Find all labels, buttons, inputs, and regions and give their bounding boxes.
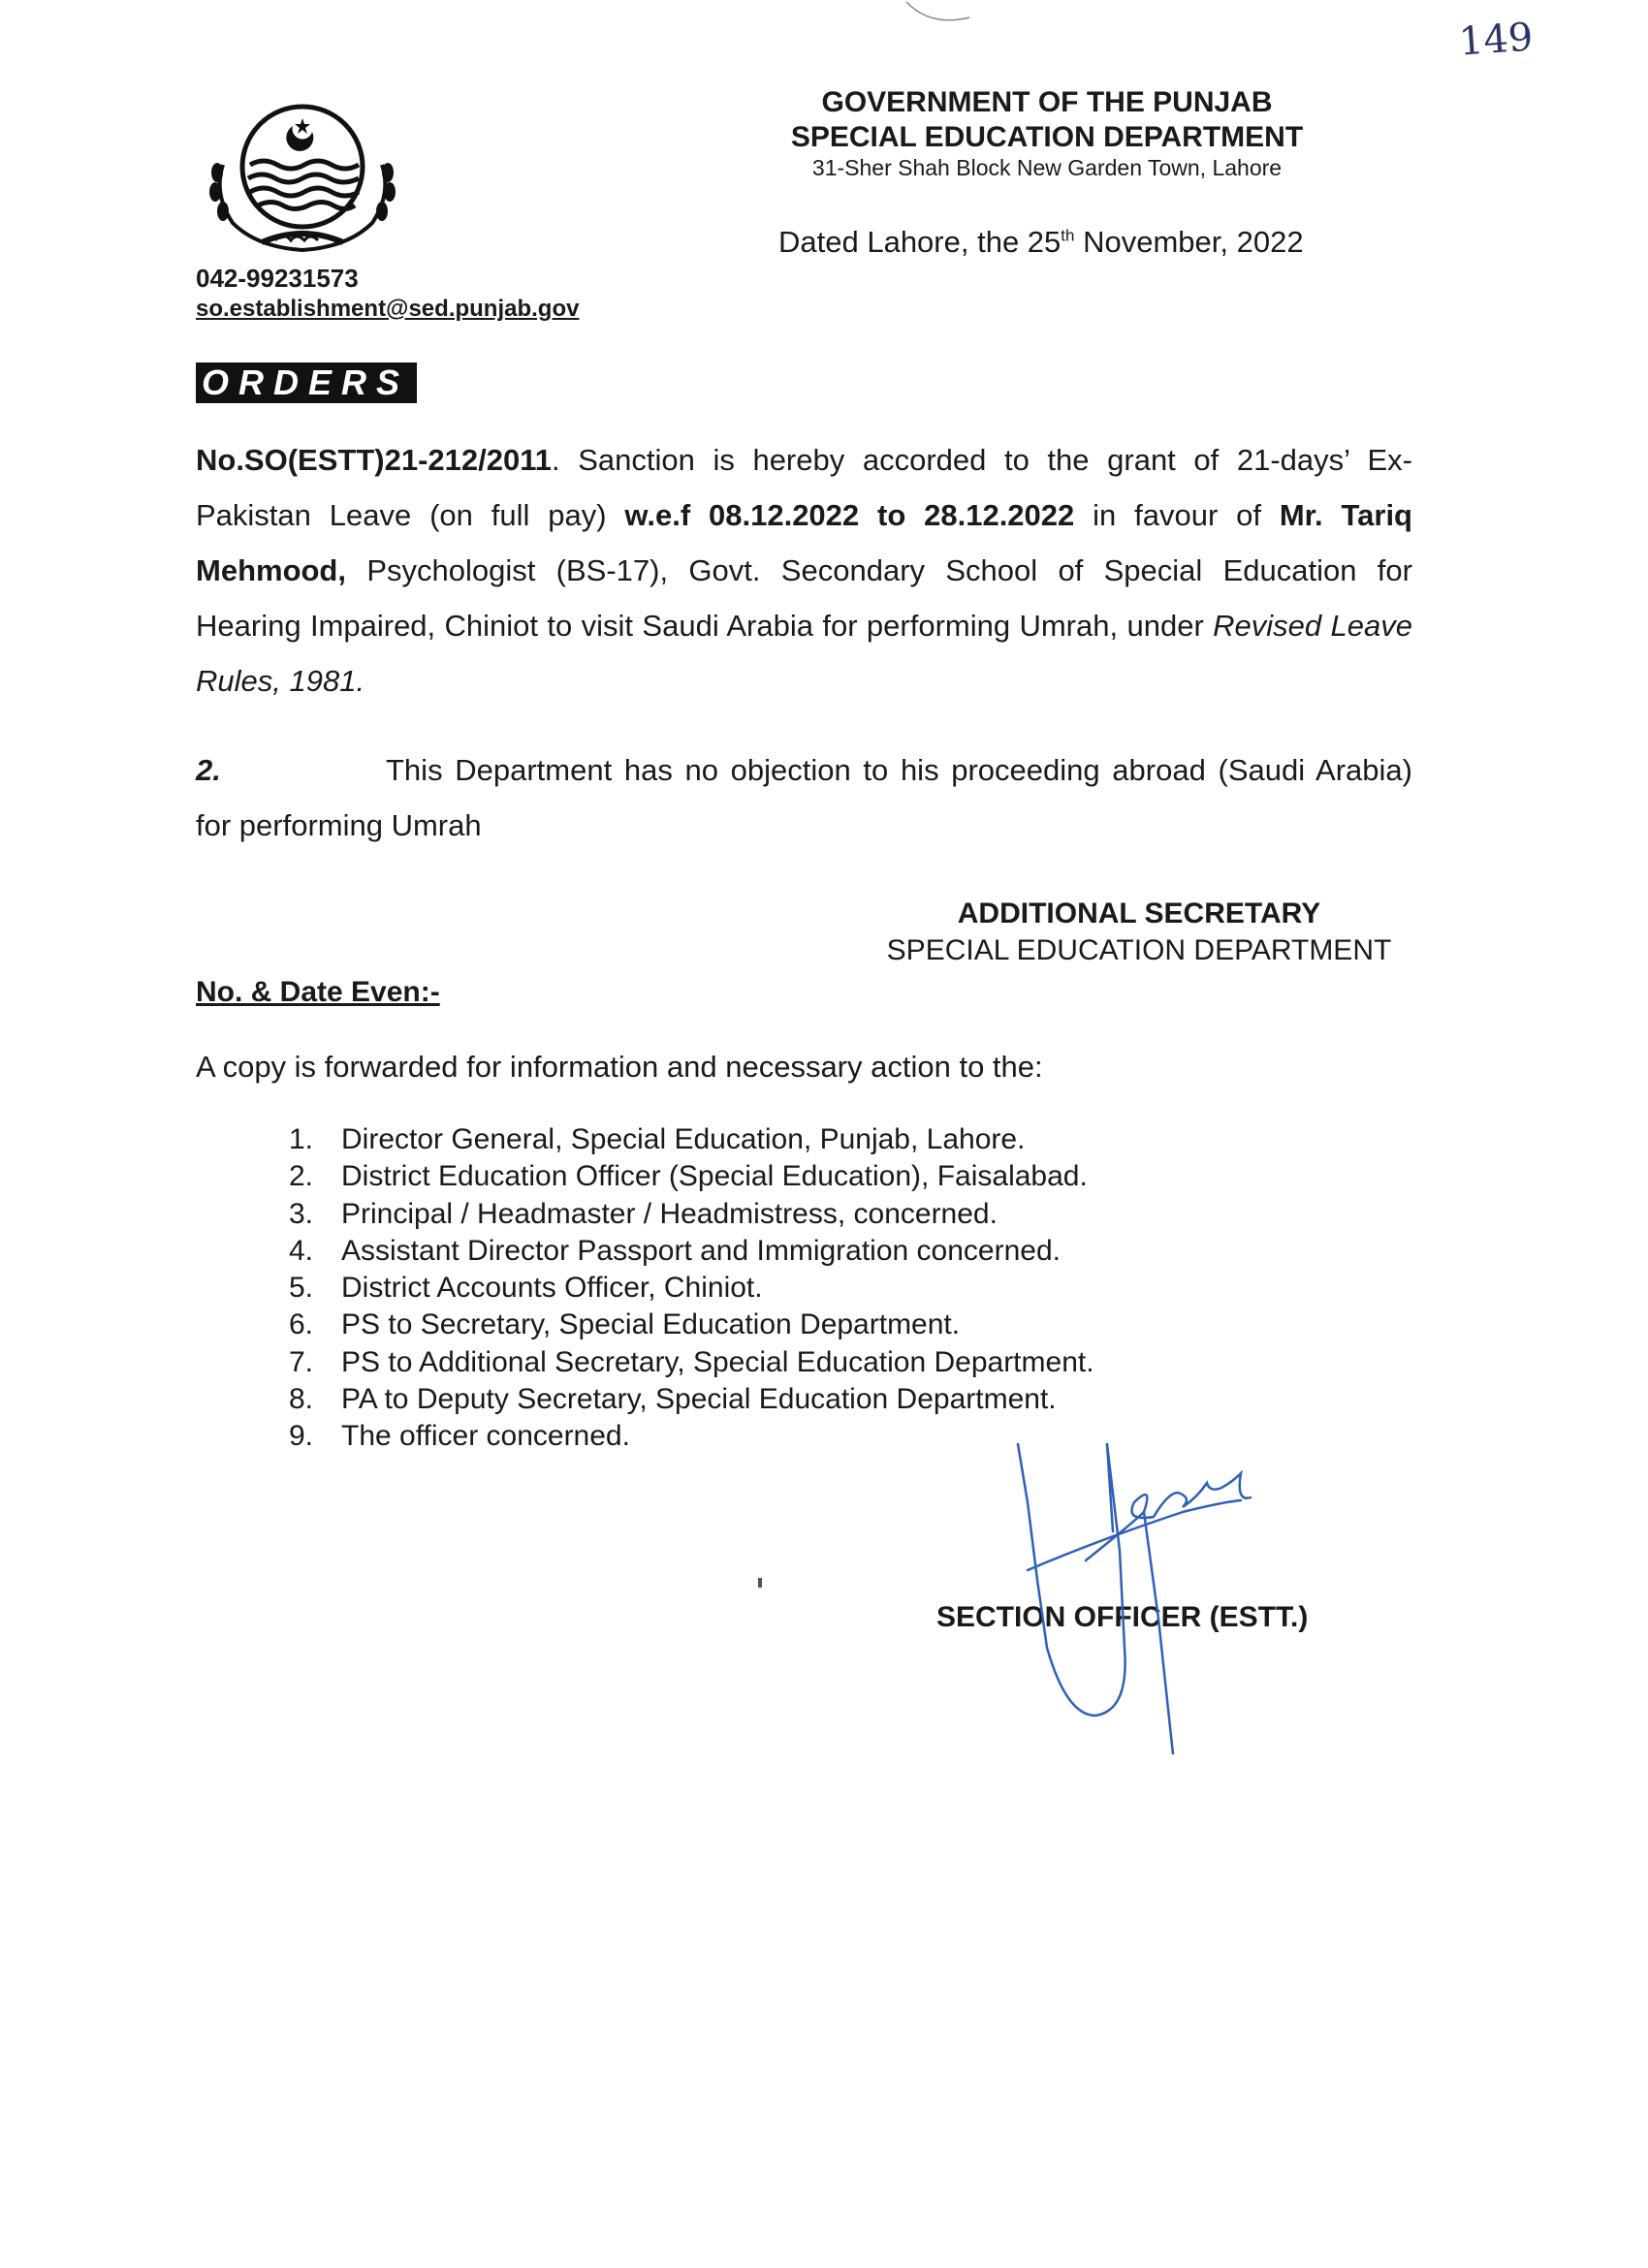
list-item-number: 6. — [289, 1308, 314, 1341]
page-number: 149 — [1457, 15, 1535, 65]
signatory-title: ADDITIONAL SECRETARY — [957, 898, 1321, 929]
section-officer-title: SECTION OFFICER (ESTT.) — [936, 1601, 1309, 1633]
additional-secretary-block — [776, 896, 1503, 969]
dated-suffix: November, 2022 — [1074, 225, 1304, 259]
signature-icon — [989, 1425, 1299, 1754]
list-item-number: 8. — [289, 1383, 314, 1416]
punjab-emblem-icon — [194, 97, 412, 262]
list-item-text: Assistant Director Passport and Immigration concerned. — [341, 1234, 1061, 1267]
list-item-text: The officer concerned. — [341, 1420, 630, 1453]
list-item-number: 5. — [289, 1272, 314, 1305]
order-text-part2: in favour of — [1074, 498, 1280, 532]
orders-heading: ORDERS — [196, 362, 417, 403]
list-item — [289, 1121, 1094, 1158]
paragraph-2-number: 2. — [196, 753, 221, 787]
email-address[interactable]: so.establishment@sed.punjab.gov — [196, 296, 580, 322]
list-item-text: Director General, Special Education, Punjab, Lahore. — [341, 1123, 1026, 1155]
copy-intro: A copy is forwarded for information and necessary action to the: — [196, 1050, 1043, 1084]
letterhead-department: SPECIAL EDUCATION DEPARTMENT — [790, 121, 1304, 153]
list-item-number: 7. — [289, 1345, 314, 1378]
dated-line — [778, 225, 1304, 260]
list-item — [289, 1381, 1094, 1418]
phone-number: 042-99231573 — [196, 264, 359, 293]
list-item-text: PS to Additional Secretary, Special Education Department. — [341, 1345, 1094, 1378]
order-paragraph — [196, 432, 1412, 709]
paragraph-2 — [196, 742, 1412, 853]
dated-prefix: Dated Lahore, the 25 — [778, 225, 1062, 259]
list-item — [289, 1418, 1094, 1455]
order-dates: w.e.f 08.12.2022 to 28.12.2022 — [624, 498, 1075, 532]
order-text-part3: Psychologist (BS-17), Govt. Secondary School of Special Education for Hearing Impaired, Chiniot to visit Saudi Arabia for performing Umrah, under — [196, 553, 1412, 643]
list-item-number: 2. — [289, 1160, 314, 1193]
copy-list — [289, 1121, 1094, 1456]
no-date-even: No. & Date Even:- — [196, 976, 440, 1008]
list-item — [289, 1158, 1094, 1195]
order-text-part1: . Sanction is hereby accorded to the grant of 21-days’ Ex-Pakistan Leave (on full pay) — [196, 443, 1412, 532]
order-number: No.SO(ESTT)21-212/2011 — [196, 443, 552, 477]
leave-rules: Revised Leave Rules, 1981. — [196, 609, 1412, 698]
list-item — [289, 1270, 1094, 1307]
list-item-number: 9. — [289, 1420, 314, 1453]
list-item-number: 3. — [289, 1197, 314, 1230]
list-item-text: District Education Officer (Special Education), Faisalabad. — [341, 1160, 1088, 1193]
list-item-text: PA to Deputy Secretary, Special Education Department. — [341, 1383, 1057, 1416]
top-scratch-mark — [902, 0, 979, 29]
list-item — [289, 1307, 1094, 1343]
list-item-number: 1. — [289, 1123, 314, 1155]
paragraph-2-text: This Department has no objection to his proceeding abroad (Saudi Arabia) for performing Umrah — [196, 753, 1412, 842]
list-item-text: District Accounts Officer, Chiniot. — [341, 1272, 763, 1305]
list-item-text: Principal / Headmaster / Headmistress, concerned. — [341, 1197, 998, 1230]
dated-ordinal: th — [1061, 226, 1075, 245]
list-item — [289, 1233, 1094, 1270]
list-item — [289, 1344, 1094, 1381]
letterhead-address: 31-Sher Shah Block New Garden Town, Lahore — [811, 155, 1283, 180]
signatory-department: SPECIAL EDUCATION DEPARTMENT — [886, 934, 1392, 966]
list-item — [289, 1196, 1094, 1233]
list-item-number: 4. — [289, 1234, 314, 1267]
list-item-text: PS to Secretary, Special Education Department. — [341, 1308, 961, 1341]
ink-dot — [758, 1578, 762, 1588]
letterhead-title — [756, 85, 1338, 155]
officer-name: Mr. Tariq Mehmood, — [196, 498, 1412, 587]
letterhead-government: GOVERNMENT OF THE PUNJAB — [821, 86, 1273, 118]
